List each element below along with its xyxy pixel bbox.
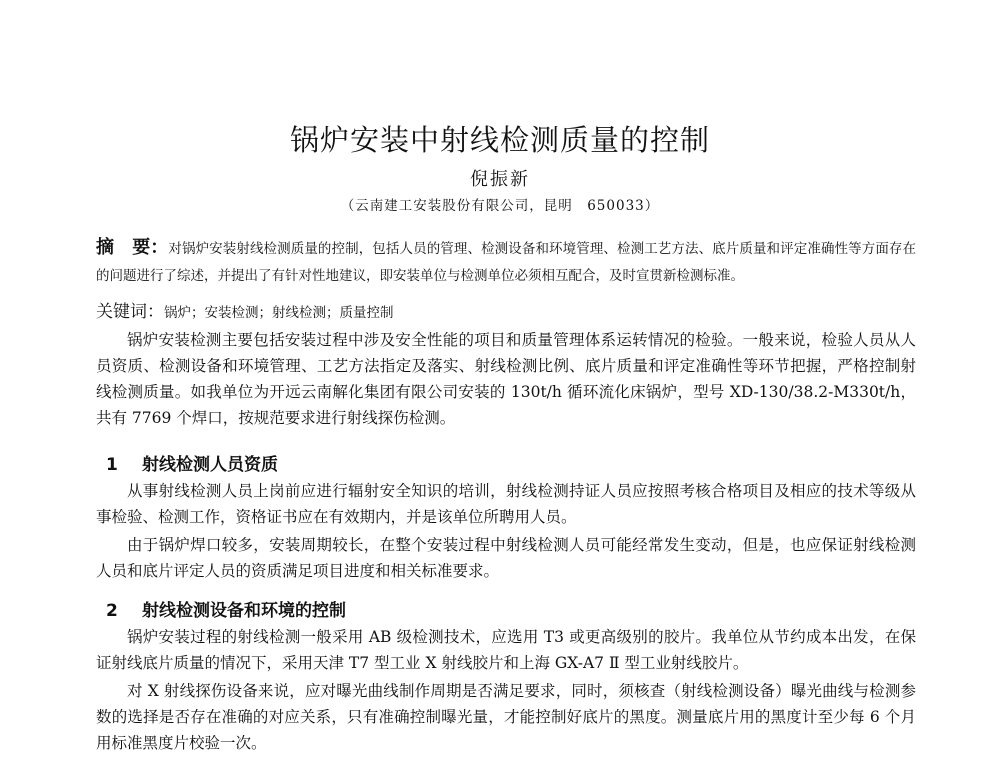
keywords-label: 关键词：: [96, 302, 164, 322]
abstract-label: 摘 要：: [96, 237, 169, 258]
intro-paragraph: 锅炉安装检测主要包括安装过程中涉及安全性能的项目和质量管理体系运转情况的检验。一般来说，检验人员从人员资质、检测设备和环境管理、工艺方法指定及落实、射线检测比例、底片质量和评定准确性等环节把握，严格控制射线检测质量。如我单位为开远云南解化集团有限公司安装的 130t/h 循环流化床锅炉，型号 XD-130/38.2-M330t/h，共有 7769 个焊口，按规范要求进行射线探伤检测。: [96, 331, 916, 427]
section-number: 1: [106, 455, 118, 475]
section-paragraph: 锅炉安装过程的射线检测一般采用 AB 级检测技术，应选用 T3 或更高级别的胶片。我单位从节约成本出发，在保证射线底片质量的情况下，采用天津 T7 型工业 X 射线胶片和上海 GX-A7 Ⅱ 型工业射线胶片。: [96, 628, 916, 672]
abstract: [96, 234, 916, 290]
section-heading: [106, 598, 906, 624]
section-heading: [106, 452, 906, 478]
abstract-text: 对锅炉安装射线检测质量的控制，包括人员的管理、检测设备和环境管理、检测工艺方法、底片质量和评定准确性等方面存在的问题进行了综述，并提出了有针对性地建议，即安装单位与检测单位必须相互配合，及时宣贯新检测标准。: [96, 241, 917, 284]
section-number: 2: [106, 601, 118, 621]
section-title: 射线检测人员资质: [142, 455, 278, 475]
keywords-text: 锅炉；安装检测；射线检测；质量控制: [164, 305, 394, 321]
paper-title: 锅炉安装中射线检测质量的控制: [289, 123, 710, 157]
author-affiliation: （云南建工安装股份有限公司，昆明 650033）: [340, 198, 660, 214]
section-paragraph: 由于锅炉焊口较多，安装周期较长，在整个安装过程中射线检测人员可能经常发生变动，但是，也应保证射线检测人员和底片评定人员的资质满足项目进度和相关标准要求。: [96, 536, 916, 580]
author-name: 倪振新: [470, 169, 530, 190]
keywords: [96, 300, 916, 325]
section-paragraph: 对 X 射线探伤设备来说，应对曝光曲线制作周期是否满足要求，同时，须核查（射线检测设备）曝光曲线与检测参数的选择是否存在准确的对应关系，只有准确控制曝光量，才能控制好底片的黑度。测量底片用的黑度计至少每 6 个月用标准黑度片校验一次。: [96, 682, 916, 752]
section-paragraph: 从事射线检测人员上岗前应进行辐射安全知识的培训，射线检测持证人员应按照考核合格项目及相应的技术等级从事检验、检测工作，资格证书应在有效期内，并是该单位所聘用人员。: [96, 482, 916, 526]
section-title: 射线检测设备和环境的控制: [142, 601, 346, 621]
